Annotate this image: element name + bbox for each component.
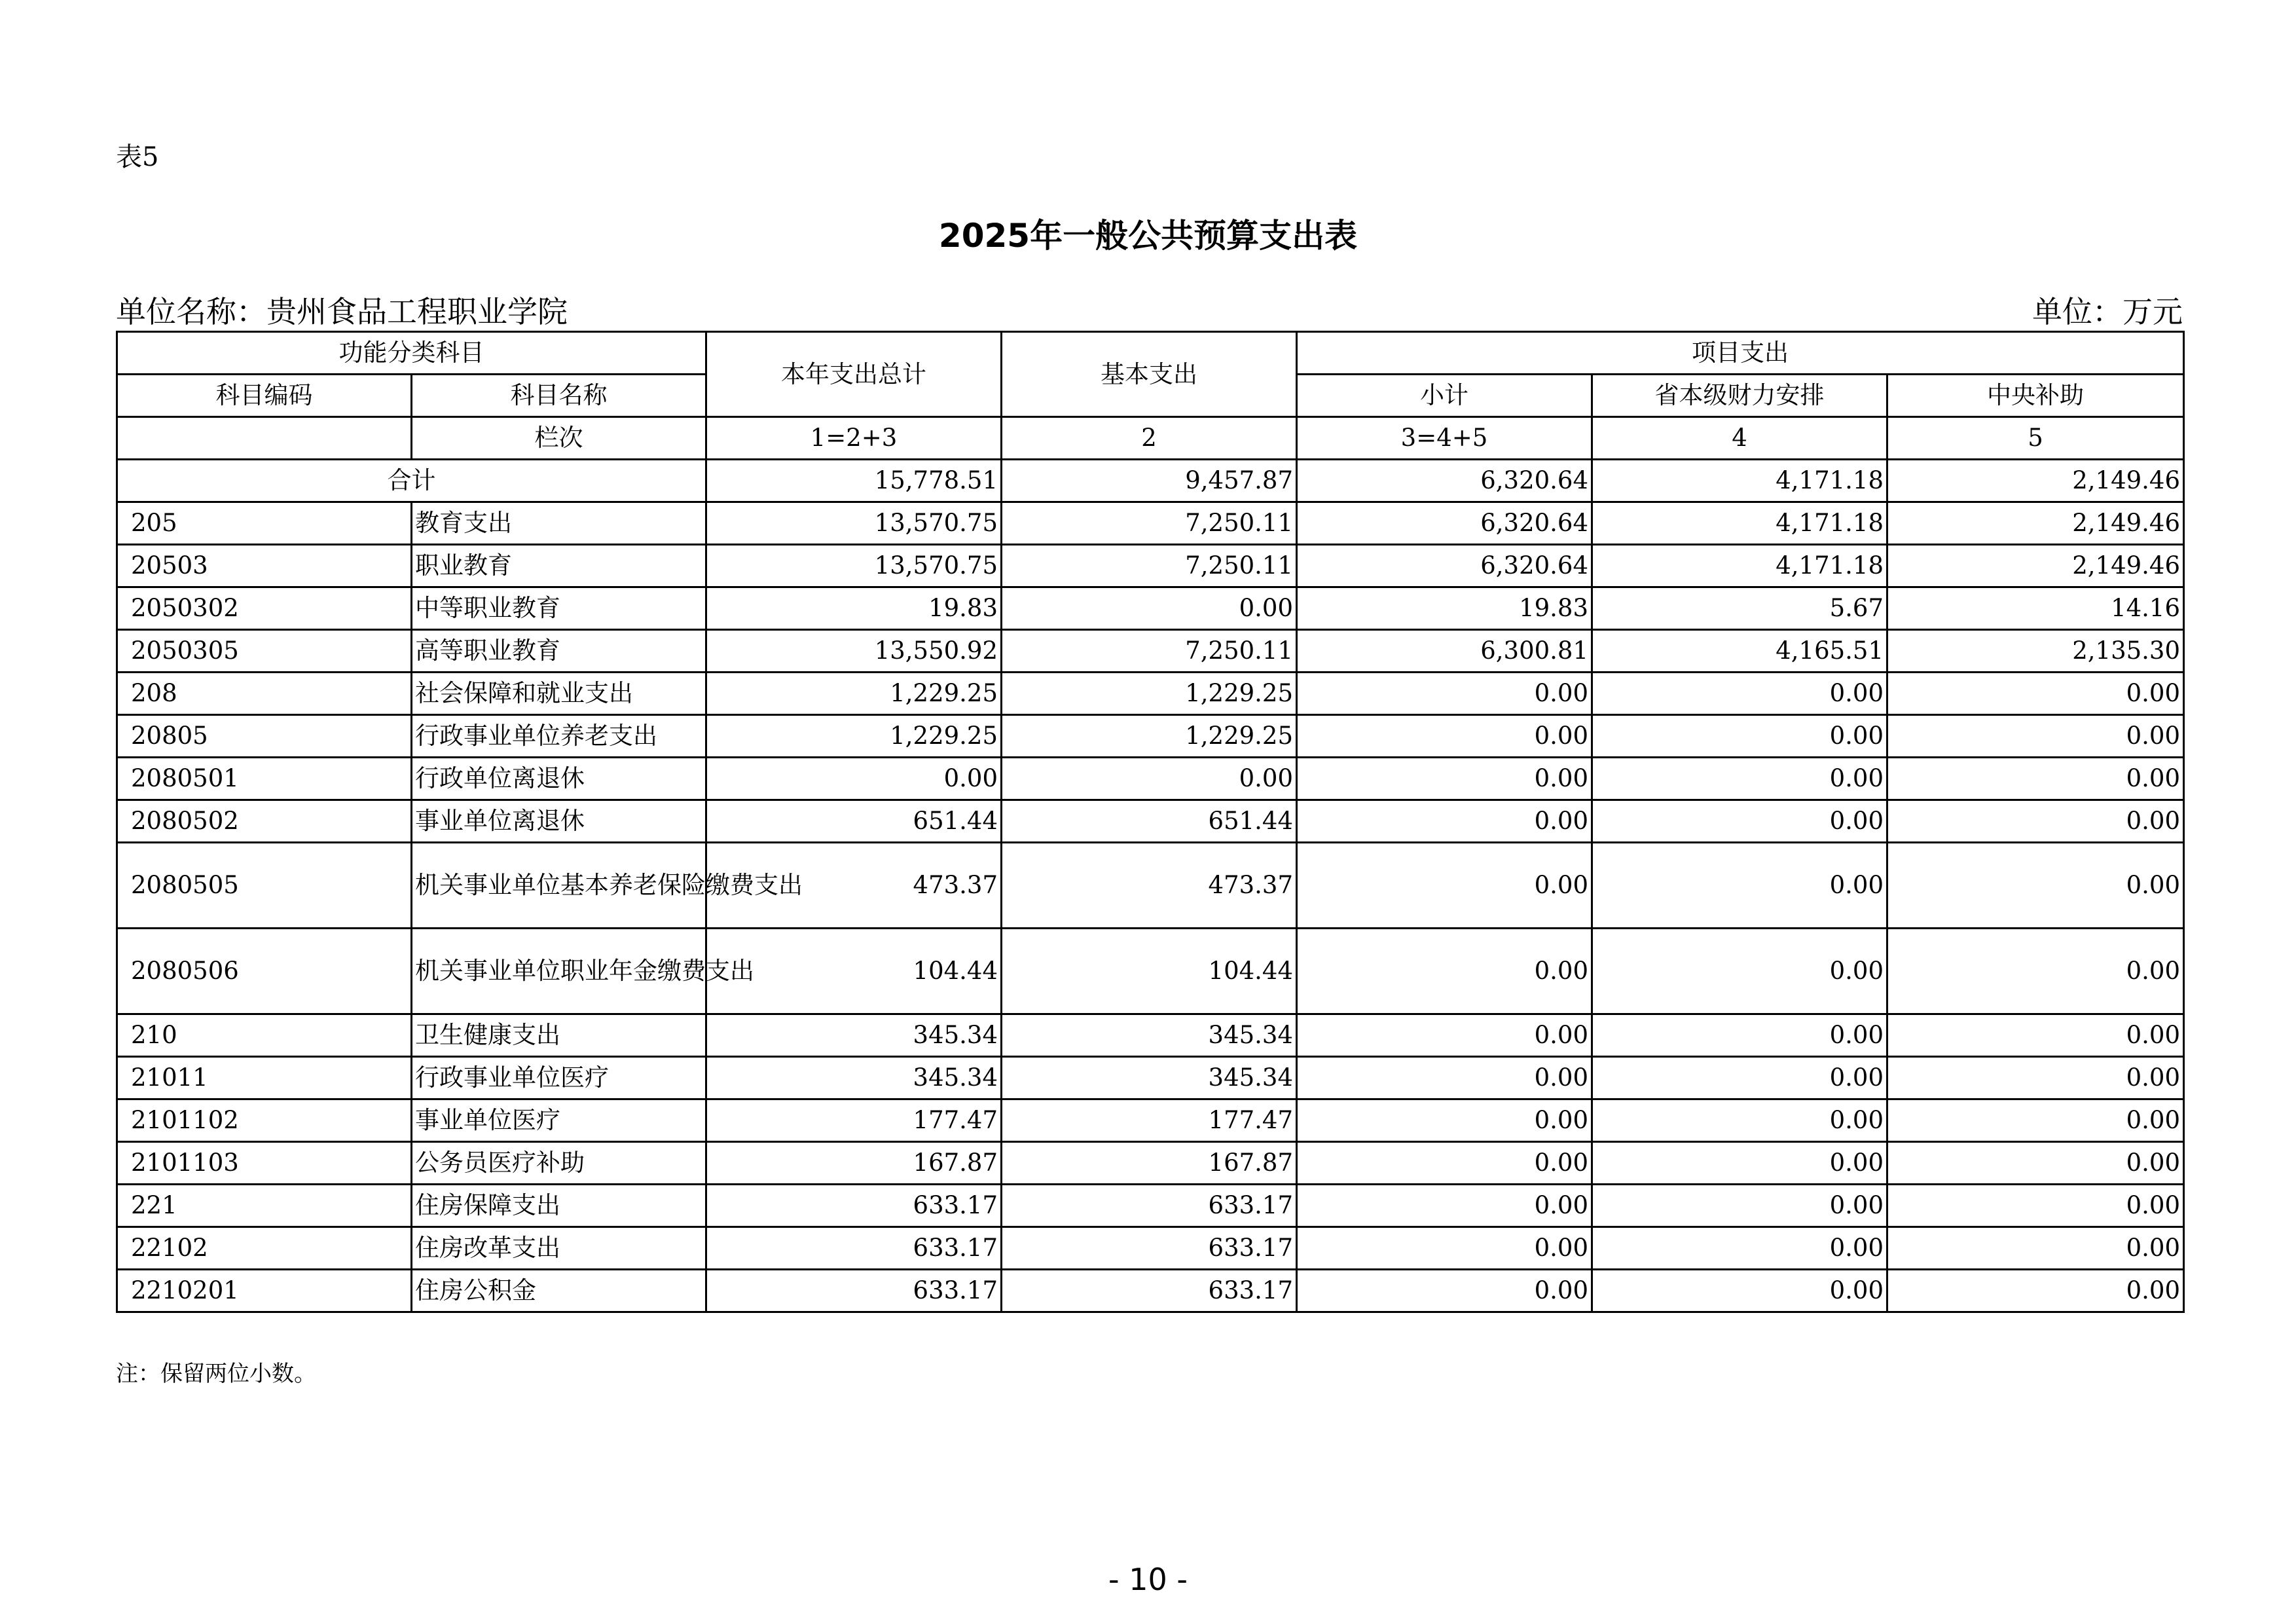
cell-name: 社会保障和就业支出	[412, 673, 706, 715]
cell-name: 卫生健康支出	[412, 1014, 706, 1057]
cell-central: 0.00	[1887, 929, 2184, 1014]
cell-code: 208	[117, 673, 412, 715]
cell-total: 104.44	[706, 929, 1002, 1014]
table-label: 表5	[116, 142, 159, 172]
cell-basic: 177.47	[1002, 1099, 1297, 1142]
cell-code: 2101102	[117, 1099, 412, 1142]
cell-name: 职业教育	[412, 545, 706, 587]
cell-subtotal: 0.00	[1297, 673, 1592, 715]
unit-name: 单位名称：贵州食品工程职业学院	[116, 294, 568, 329]
cell-code: 2080502	[117, 800, 412, 843]
cell-basic: 345.34	[1002, 1014, 1297, 1057]
cell-central: 2,135.30	[1887, 630, 2184, 673]
cell-total: 177.47	[706, 1099, 1002, 1142]
cell-subtotal: 0.00	[1297, 1057, 1592, 1099]
cell-name: 机关事业单位职业年金缴费支出	[412, 929, 706, 1014]
cell-total: 651.44	[706, 800, 1002, 843]
cell-basic: 633.17	[1002, 1227, 1297, 1270]
cell-basic: 7,250.11	[1002, 502, 1297, 545]
cell-total: 13,570.75	[706, 502, 1002, 545]
cell-subtotal: 0.00	[1297, 929, 1592, 1014]
cell-total: 633.17	[706, 1227, 1002, 1270]
cell-basic: 0.00	[1002, 758, 1297, 800]
cell-central: 0.00	[1887, 673, 2184, 715]
table-row	[117, 1270, 2184, 1312]
cell-code: 22102	[117, 1227, 412, 1270]
cell-central: 0.00	[1887, 800, 2184, 843]
cell-basic: 633.17	[1002, 1185, 1297, 1227]
cell-code: 2101103	[117, 1142, 412, 1185]
cell-provincial: 0.00	[1592, 1142, 1887, 1185]
table-row	[117, 1227, 2184, 1270]
cell-provincial: 0.00	[1592, 800, 1887, 843]
cell-basic: 473.37	[1002, 843, 1297, 929]
cell-central: 0.00	[1887, 1057, 2184, 1099]
cell-provincial: 0.00	[1592, 673, 1887, 715]
cell-provincial: 0.00	[1592, 1099, 1887, 1142]
header-func-category: 功能分类科目	[117, 332, 706, 375]
cell-total: 167.87	[706, 1142, 1002, 1185]
header-basic: 基本支出	[1002, 332, 1297, 417]
cell-subtotal: 0.00	[1297, 1142, 1592, 1185]
cell-provincial: 0.00	[1592, 758, 1887, 800]
cell-central: 2,149.46	[1887, 545, 2184, 587]
cell-central: 0.00	[1887, 1185, 2184, 1227]
cell-code: 221	[117, 1185, 412, 1227]
footnote: 注：保留两位小数。	[116, 1361, 316, 1387]
header-provincial: 省本级财力安排	[1592, 375, 1887, 417]
cell-subtotal: 0.00	[1297, 758, 1592, 800]
cell-subtotal: 6,320.64	[1297, 545, 1592, 587]
cell-name: 教育支出	[412, 502, 706, 545]
cell-total: 1,229.25	[706, 673, 1002, 715]
cell-name: 住房改革支出	[412, 1227, 706, 1270]
column-index-basic: 2	[1002, 417, 1297, 460]
table-row	[117, 1142, 2184, 1185]
sum-label: 合计	[117, 460, 706, 502]
cell-basic: 1,229.25	[1002, 673, 1297, 715]
cell-code: 2080506	[117, 929, 412, 1014]
cell-provincial: 0.00	[1592, 715, 1887, 758]
cell-name: 行政单位离退休	[412, 758, 706, 800]
cell-central: 14.16	[1887, 587, 2184, 630]
table-row	[117, 587, 2184, 630]
column-index-provincial: 4	[1592, 417, 1887, 460]
cell-provincial: 4,165.51	[1592, 630, 1887, 673]
cell-name: 高等职业教育	[412, 630, 706, 673]
column-index-subtotal: 3=4+5	[1297, 417, 1592, 460]
cell-basic: 651.44	[1002, 800, 1297, 843]
cell-name: 机关事业单位基本养老保险缴费支出	[412, 843, 706, 929]
cell-code: 2050302	[117, 587, 412, 630]
cell-provincial: 0.00	[1592, 1185, 1887, 1227]
table-row	[117, 1057, 2184, 1099]
cell-code: 2210201	[117, 1270, 412, 1312]
cell-subtotal: 0.00	[1297, 843, 1592, 929]
cell-central: 0.00	[1887, 1142, 2184, 1185]
cell-central: 0.00	[1887, 843, 2184, 929]
header-code: 科目编码	[117, 375, 412, 417]
table-row	[117, 502, 2184, 545]
cell-provincial: 0.00	[1592, 1057, 1887, 1099]
cell-basic: 0.00	[1002, 587, 1297, 630]
cell-total: 0.00	[706, 758, 1002, 800]
column-index-row	[117, 417, 2184, 460]
cell-subtotal: 19.83	[1297, 587, 1592, 630]
header-central: 中央补助	[1887, 375, 2184, 417]
column-index-total: 1=2+3	[706, 417, 1002, 460]
cell-total: 345.34	[706, 1057, 1002, 1099]
cell-total: 1,229.25	[706, 715, 1002, 758]
header-total: 本年支出总计	[706, 332, 1002, 417]
sum-central: 2,149.46	[1887, 460, 2184, 502]
header-project: 项目支出	[1297, 332, 2184, 375]
cell-subtotal: 0.00	[1297, 1014, 1592, 1057]
cell-code: 210	[117, 1014, 412, 1057]
cell-code: 2080505	[117, 843, 412, 929]
cell-provincial: 0.00	[1592, 929, 1887, 1014]
cell-total: 633.17	[706, 1270, 1002, 1312]
cell-provincial: 0.00	[1592, 1270, 1887, 1312]
cell-subtotal: 0.00	[1297, 800, 1592, 843]
cell-total: 633.17	[706, 1185, 1002, 1227]
cell-provincial: 0.00	[1592, 843, 1887, 929]
table-row	[117, 758, 2184, 800]
unit-label: 单位：万元	[2032, 294, 2183, 329]
sum-provincial: 4,171.18	[1592, 460, 1887, 502]
cell-total: 345.34	[706, 1014, 1002, 1057]
cell-basic: 633.17	[1002, 1270, 1297, 1312]
cell-total: 473.37	[706, 843, 1002, 929]
table-row	[117, 545, 2184, 587]
cell-basic: 345.34	[1002, 1057, 1297, 1099]
table-row	[117, 673, 2184, 715]
cell-basic: 1,229.25	[1002, 715, 1297, 758]
table-row	[117, 1185, 2184, 1227]
cell-basic: 167.87	[1002, 1142, 1297, 1185]
cell-provincial: 4,171.18	[1592, 545, 1887, 587]
cell-name: 事业单位医疗	[412, 1099, 706, 1142]
cell-central: 2,149.46	[1887, 502, 2184, 545]
table-row	[117, 929, 2184, 1014]
cell-subtotal: 0.00	[1297, 1099, 1592, 1142]
cell-basic: 7,250.11	[1002, 545, 1297, 587]
cell-code: 20503	[117, 545, 412, 587]
cell-subtotal: 6,320.64	[1297, 502, 1592, 545]
cell-code: 2080501	[117, 758, 412, 800]
page-number: - 10 -	[1108, 1562, 1188, 1597]
column-index-label: 栏次	[412, 417, 706, 460]
sum-total: 15,778.51	[706, 460, 1002, 502]
cell-basic: 7,250.11	[1002, 630, 1297, 673]
table-row	[117, 715, 2184, 758]
cell-provincial: 0.00	[1592, 1227, 1887, 1270]
cell-name: 中等职业教育	[412, 587, 706, 630]
cell-provincial: 5.67	[1592, 587, 1887, 630]
cell-name: 行政事业单位医疗	[412, 1057, 706, 1099]
header-subtotal: 小计	[1297, 375, 1592, 417]
cell-name: 行政事业单位养老支出	[412, 715, 706, 758]
cell-central: 0.00	[1887, 758, 2184, 800]
cell-name: 住房保障支出	[412, 1185, 706, 1227]
cell-subtotal: 0.00	[1297, 1270, 1592, 1312]
cell-code: 2050305	[117, 630, 412, 673]
header-row-1	[117, 332, 2184, 375]
cell-total: 13,570.75	[706, 545, 1002, 587]
cell-subtotal: 0.00	[1297, 715, 1592, 758]
table-row	[117, 1014, 2184, 1057]
cell-subtotal: 6,300.81	[1297, 630, 1592, 673]
column-index-empty	[117, 417, 412, 460]
cell-code: 20805	[117, 715, 412, 758]
sum-subtotal: 6,320.64	[1297, 460, 1592, 502]
cell-central: 0.00	[1887, 1270, 2184, 1312]
cell-central: 0.00	[1887, 1014, 2184, 1057]
cell-name: 住房公积金	[412, 1270, 706, 1312]
cell-name: 公务员医疗补助	[412, 1142, 706, 1185]
table-row	[117, 1099, 2184, 1142]
cell-total: 19.83	[706, 587, 1002, 630]
cell-central: 0.00	[1887, 1099, 2184, 1142]
cell-subtotal: 0.00	[1297, 1185, 1592, 1227]
sum-row	[117, 460, 2184, 502]
cell-code: 205	[117, 502, 412, 545]
page-title: 2025年一般公共预算支出表	[938, 217, 1358, 255]
cell-code: 21011	[117, 1057, 412, 1099]
header-name: 科目名称	[412, 375, 706, 417]
cell-total: 13,550.92	[706, 630, 1002, 673]
table-row	[117, 630, 2184, 673]
cell-provincial: 0.00	[1592, 1014, 1887, 1057]
cell-provincial: 4,171.18	[1592, 502, 1887, 545]
budget-table	[116, 331, 2185, 1313]
table-row	[117, 800, 2184, 843]
cell-name: 事业单位离退休	[412, 800, 706, 843]
meta-row	[116, 288, 2183, 331]
table-row	[117, 843, 2184, 929]
cell-basic: 104.44	[1002, 929, 1297, 1014]
cell-central: 0.00	[1887, 715, 2184, 758]
sum-basic: 9,457.87	[1002, 460, 1297, 502]
cell-subtotal: 0.00	[1297, 1227, 1592, 1270]
column-index-central: 5	[1887, 417, 2184, 460]
cell-central: 0.00	[1887, 1227, 2184, 1270]
